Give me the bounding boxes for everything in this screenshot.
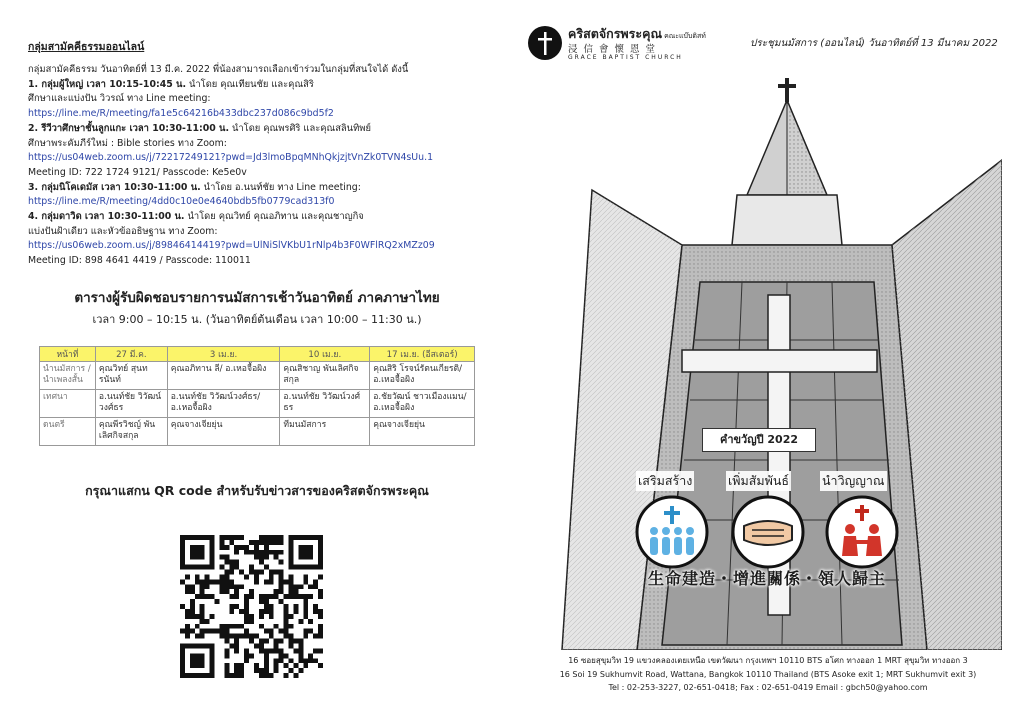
logo-chinese: 浸信會懷恩堂 xyxy=(568,44,662,55)
pillar-label-build: เสริมสร้าง xyxy=(636,471,694,491)
group-2-head: 2. รีวีวาศึกษาชั้นลูกแกะ เวลา 10:30-11:00 น. xyxy=(28,122,230,134)
group-2-link[interactable]: https://us04web.zoom.us/j/72217249121?pwd=Jd3lmoBpqMNhQkjzjtVnZk0TVN4sUu.1 xyxy=(28,152,434,164)
group-4-meeting-id: Meeting ID: 898 4641 4419 / Passcode: 110011 xyxy=(28,255,251,267)
group-2-line2: ศึกษาพระคัมภีร์ใหม่ : Bible stories ทาง Zoom: xyxy=(28,137,227,149)
table-header: 10 เม.ย. xyxy=(280,346,370,361)
schedule-subtitle: เวลา 9:00 – 10:15 น. (วันอาทิตย์ต้นเดือน เวลา 10:00 – 11:30 น.) xyxy=(92,312,422,326)
table-header: หน้าที่ xyxy=(40,346,96,361)
address-thai: 16 ซอยสุขุมวิท 19 แขวงคลองเตยเหนือ เขตวัฒนา กรุงเทพฯ 10110 BTS อโศก ทางออก 1 MRT สุขุมวิท ทางออก 3 xyxy=(568,656,968,665)
table-cell: เทศนา xyxy=(40,389,96,417)
group-1-line2: ศึกษาและแบ่งปัน วิวรณ์ ทาง Line meeting: xyxy=(28,93,211,105)
group-3-link[interactable]: https://line.me/R/meeting/4dd0c10e0e4640bdb5fb0779cad313f0 xyxy=(28,196,335,208)
church-logo xyxy=(528,24,728,64)
table-cell: คุณสิริ โรจน์รัตนเกียรติ/ อ.เหอจื้อผิง xyxy=(370,361,475,389)
table-row xyxy=(40,417,475,445)
qr-code[interactable] xyxy=(180,535,323,678)
fellowship-intro: กลุ่มสามัคคีธรรม วันอาทิตย์ที่ 13 มี.ค. 2022 พี่น้องสามารถเลือกเข้าร่วมในกลุ่มที่สนใจได้ ดังนี้ xyxy=(28,64,409,75)
growth-icon xyxy=(634,494,710,570)
table-cell: นำนมัสการ / นำเพลงสั้น xyxy=(40,361,96,389)
vision-label: คำขวัญปี 2022 xyxy=(702,428,816,452)
schedule-title: ตารางผู้รับผิดชอบรายการนมัสการเช้าวันอาทิตย์ ภาคภาษาไทย xyxy=(74,289,440,306)
group-1-detail: นำโดย คุณเทียนชัย และคุณสิริ xyxy=(186,78,314,90)
table-row xyxy=(40,361,475,389)
table-cell: คุณพีรวิชญ์ พันเลิศกิจสกุล xyxy=(95,417,167,445)
group-2-meeting-id: Meeting ID: 722 1724 9121/ Passcode: Ke5e0v xyxy=(28,166,247,178)
table-cell: อ.ชัยวัฒน์ ชาวเมืองแมน/ อ.เหอจื้อผิง xyxy=(370,389,475,417)
section-title: กลุ่มสามัคคีธรรมออนไลน์ xyxy=(28,41,145,53)
table-cell: คุณอภิทาน ลี/ อ.เหอจื้อผิง xyxy=(167,361,280,389)
group-3-detail: นำโดย อ.นนท์ชัย ทาง Line meeting: xyxy=(200,181,361,193)
table-cell: อ.นนท์ชัย วิวัฒน์วงศ์ธร xyxy=(280,389,370,417)
table-header: 27 มี.ค. xyxy=(95,346,167,361)
right-page xyxy=(512,0,1024,725)
table-cell: คุณจางเจียยุ่น xyxy=(167,417,280,445)
table-cell: คุณจางเจียยุ่น xyxy=(370,417,475,445)
table-cell: อ.นนท์ชัย วิวัฒน์วงศ์ธร xyxy=(95,389,167,417)
group-4 xyxy=(28,210,486,269)
group-4-head: 4. กลุ่มดาวิด เวลา 10:30-11:00 น. xyxy=(28,211,185,223)
table-cell: คุณสิชาญ พันเลิศกิจสกุล xyxy=(280,361,370,389)
evangelism-icon xyxy=(824,494,900,570)
table-cell: ดนตรี xyxy=(40,417,96,445)
group-3-head: 3. กลุ่มนิโคเดมัส เวลา 10:30-11:00 น. xyxy=(28,181,201,193)
cross-logo-icon xyxy=(528,26,562,60)
schedule-table xyxy=(39,346,475,446)
qr-caption: กรุณาแสกน QR code สำหรับรับข่าวสารของคริสตจักรพระคุณ xyxy=(85,482,429,498)
handshake-icon xyxy=(730,494,806,570)
group-4-detail: นำโดย คุณวิทย์ คุณอภิทาน และคุณชาญกิจ xyxy=(184,211,364,223)
table-header-row xyxy=(40,346,475,361)
pillar-label-evangelism: นำวิญญาณ xyxy=(820,471,887,491)
table-header: 17 เม.ย. (อีสเตอร์) xyxy=(370,346,475,361)
contact-info: Tel : 02-253-3227, 02-651-0418; Fax : 02-651-0419 Email : gbch50@yahoo.com xyxy=(608,683,928,692)
group-1-head: 1. กลุ่มผู้ใหญ่ เวลา 10:15-10:45 น. xyxy=(28,78,187,90)
group-2 xyxy=(28,122,486,181)
address-english: 16 Soi 19 Sukhumvit Road, Wattana, Bangkok 10110 Thailand (BTS Asoke exit 1; MRT Sukhumvit exit 3) xyxy=(559,669,977,679)
table-cell: ทีมนมัสการ xyxy=(280,417,370,445)
pillar-label-relationship: เพิ่มสัมพันธ์ xyxy=(726,471,791,491)
group-1-link[interactable]: https://line.me/R/meeting/fa1e5c64216b433dbc237d086c9bd5f2 xyxy=(28,108,334,120)
group-1 xyxy=(28,78,486,122)
logo-english: GRACE BAPTIST CHURCH xyxy=(568,54,683,61)
group-4-line2: แบ่งปันฝ้าเดียว และหัวข้ออธิษฐาน ทาง Zoom: xyxy=(28,225,218,237)
chinese-motto: 生命建造・增進關係・領人歸主 xyxy=(647,569,886,588)
table-row xyxy=(40,389,475,417)
group-4-link[interactable]: https://us06web.zoom.us/j/89846414419?pwd=UlNiSlVKbU1rNlp4b3F0WFlRQ2xMZz09 xyxy=(28,240,435,252)
table-cell: อ.นนท์ชัย วิวัฒน์วงศ์ธร/ อ.เหอจื้อผิง xyxy=(167,389,280,417)
table-cell: คุณวิทย์ สุนทรนันท์ xyxy=(95,361,167,389)
group-3 xyxy=(28,181,486,210)
logo-thai: คริสตจักรพระคุณ คณะแบ๊บติสท์ xyxy=(568,26,706,41)
table-header: 3 เม.ย. xyxy=(167,346,280,361)
church-address xyxy=(512,654,1024,695)
service-title: ประชุมนมัสการ (ออนไลน์) วันอาทิตย์ที่ 13 มีนาคม 2022 xyxy=(750,38,998,49)
group-2-detail: นำโดย คุณพรศิริ และคุณสลินทิพย์ xyxy=(229,122,371,134)
